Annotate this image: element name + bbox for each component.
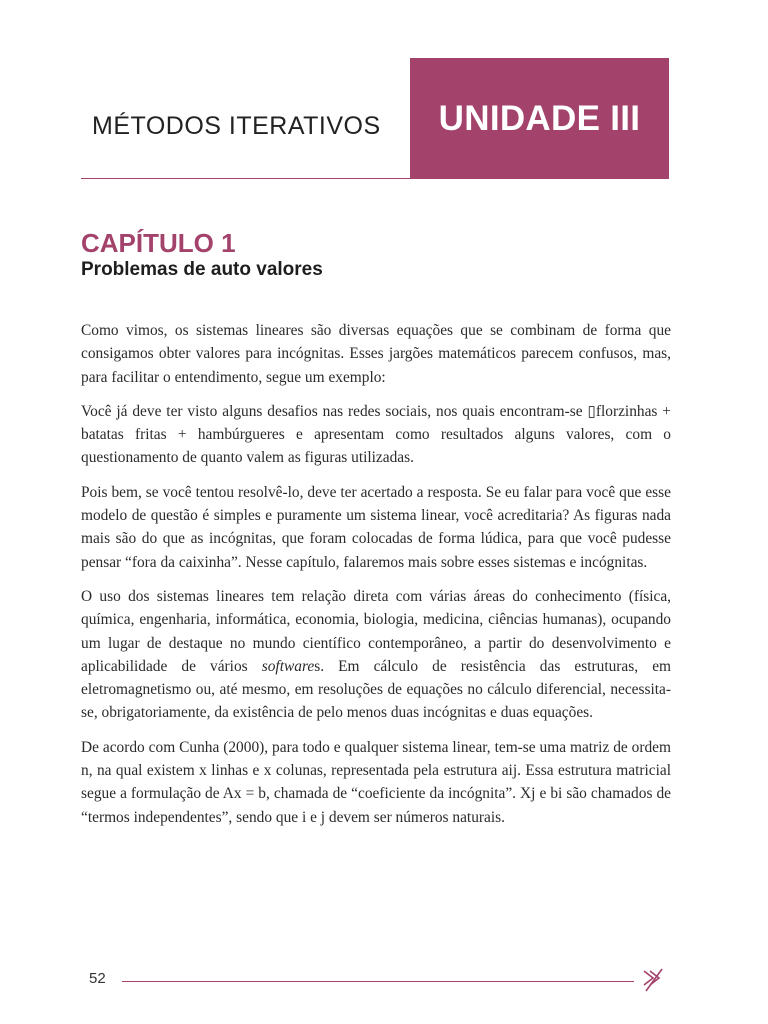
section-title: MÉTODOS ITERATIVOS [92,112,381,140]
unit-badge [410,58,669,179]
paragraph: Como vimos, os sistemas lineares são diversas equações que se combinam de forma que consigamos obter valores para incógnitas. Esses jargões matemáticos parecem confusos, mas, para facilitar o entendimento, segue um exemplo: [81,322,671,386]
paragraph: De acordo com Cunha (2000), para todo e qualquer sistema linear, tem-se uma matriz de ordem n, na qual existem x linhas e x colunas, representada pela estrutura aij. Essa estrutura matricial segue a formulação de Ax = b, chamada de “coeficiente da incógnita”. Xj e bi são chamados de “termos independentes”, sendo que i e j devem ser números naturais. [81,738,671,826]
chapter-number: CAPÍTULO 1 [81,228,236,258]
paragraph: Pois bem, se você tentou resolvê-lo, deve ter acertado a resposta. Se eu falar para você que esse modelo de questão é simples e puramente um sistema linear, você acreditaria? As figuras nada mais são do que as incógnitas, que foram colocadas de forma lúdica, para que você pudesse pensar “fora da caixinha”. Nesse capítulo, falaremos mais sobre esses sistemas e incógnitas. [81,483,671,571]
paragraph-text: s. Em cálculo de resistência das estruturas, em eletromagnetismo ou, até mesmo, em resoluções de equações no cálculo diferencial, necessita-se, obrigatoriamente, da existência de pelo menos duas incógnitas e duas equações. [81,657,671,722]
chapter-title: Problemas de auto valores [81,259,323,280]
paragraph [81,585,671,725]
page-number: 52 [89,970,106,987]
italic-term: software [261,657,315,675]
footer-divider [122,981,634,982]
chevron-arrow-icon [642,968,664,992]
unit-label: UNIDADE III [438,98,641,138]
header-divider [81,178,410,179]
paragraph-text: O uso dos sistemas lineares tem relação direta com várias áreas do conhecimento (física, química, engenharia, informática, economia, biologia, medicina, ciências humanas), ocupando um lugar de destaque no mundo científico contemporâneo, a partir do desenvolvimento e aplicabilidade de vários [81,587,671,675]
body-text [81,319,671,840]
paragraph: Você já deve ter visto alguns desafios nas redes sociais, nos quais encontram-se ▯florzinhas + batatas fritas + hambúrgueres e apresentam como resultados alguns valores, com o questionamento de quanto valem as figuras utilizadas. [81,402,671,467]
